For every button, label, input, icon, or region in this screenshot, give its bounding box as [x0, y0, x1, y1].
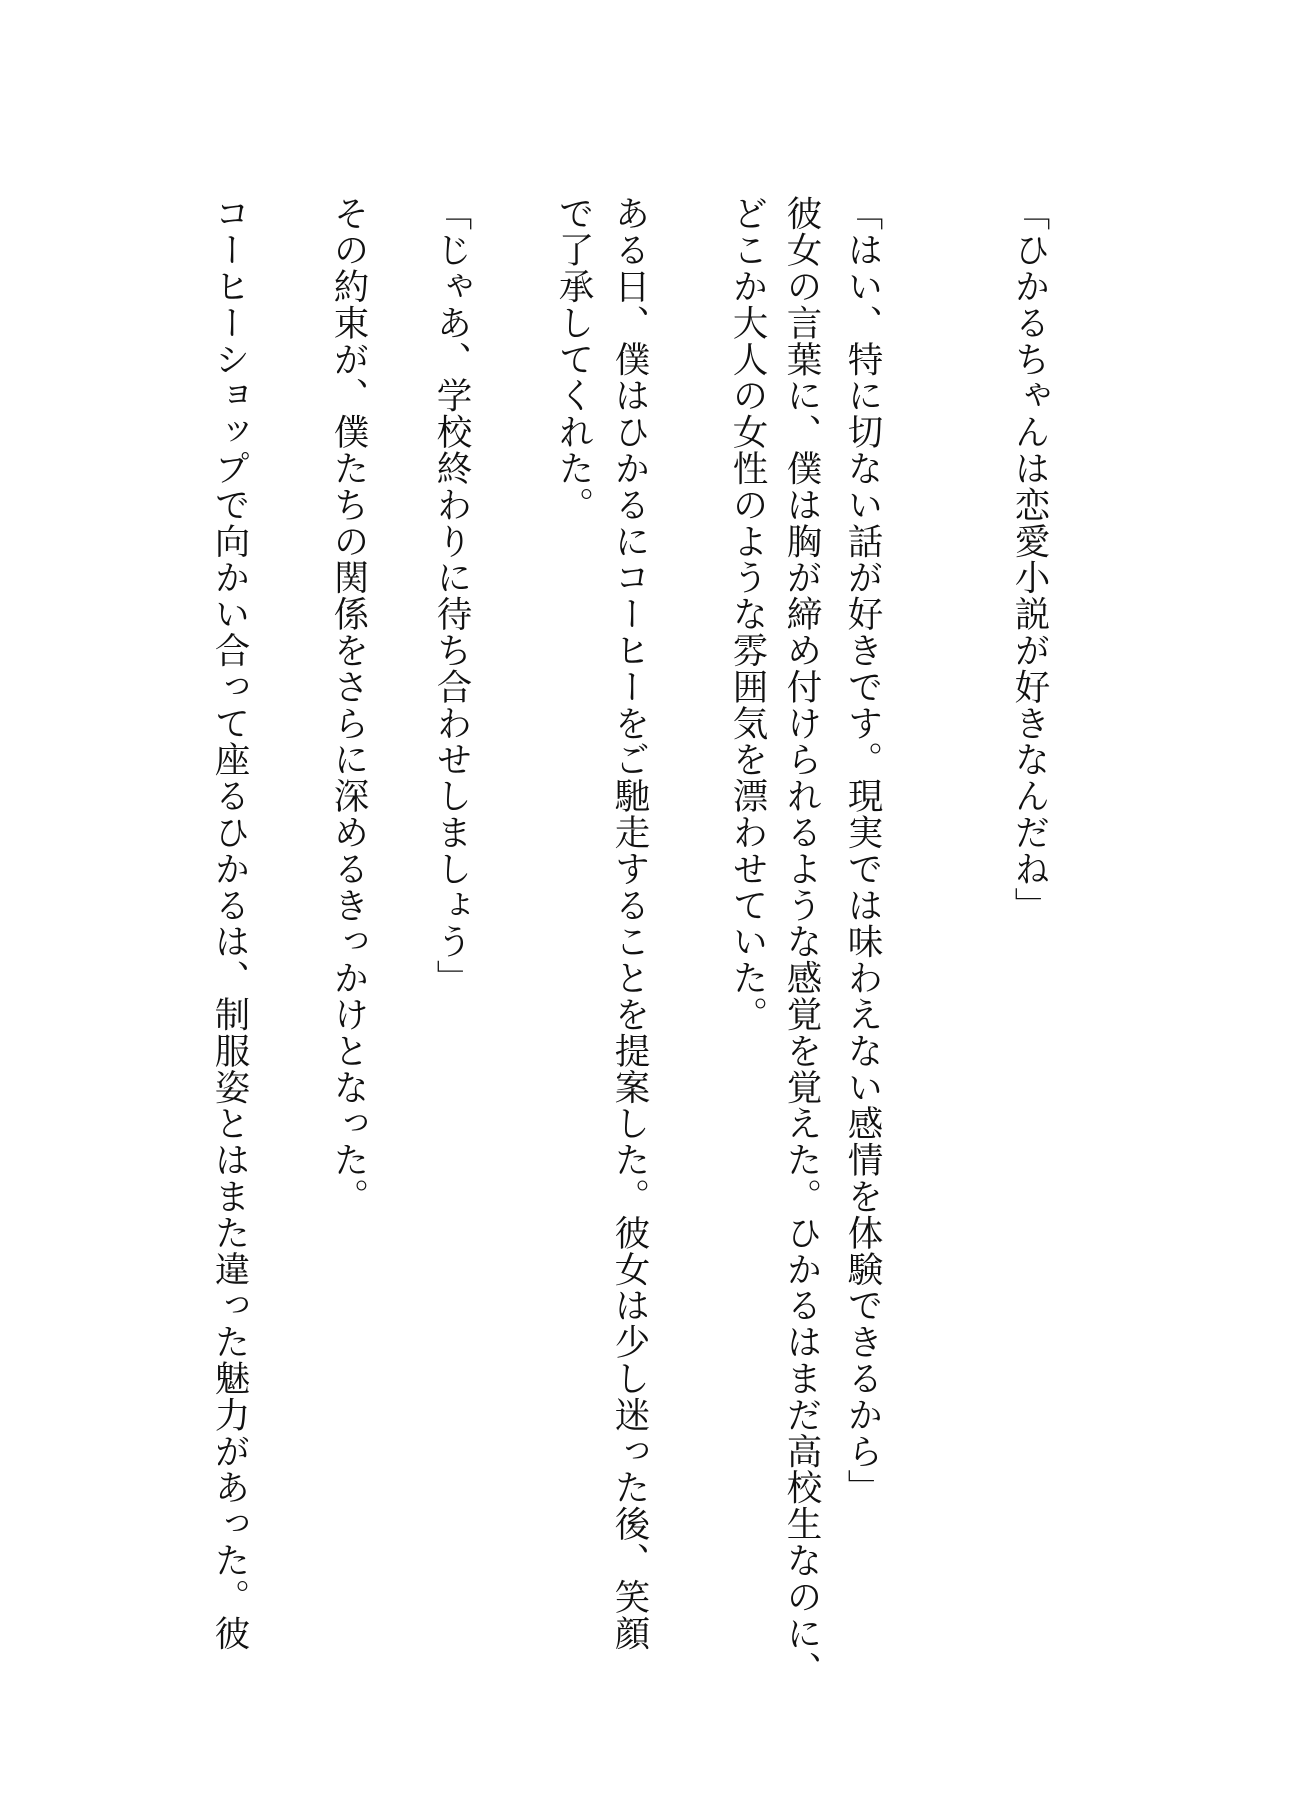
text-line-5: ある日、僕はひかるにコーヒーをご馳走することを提案した。彼女は少し迷った後、笑顔 — [609, 195, 650, 1651]
text-line-3: 彼女の言葉に、僕は胸が締め付けられるような感覚を覚えた。ひかるはまだ高校生なのに、 — [781, 195, 822, 1688]
text-line-1: 「ひかるちゃんは恋愛小説が好きなんだね」 — [1009, 195, 1050, 923]
text-line-8: その約束が、僕たちの関係をさらに深めるきっかけとなった。 — [328, 195, 369, 1215]
text-line-4: どこか大人の女性のような雰囲気を漂わせていた。 — [727, 195, 768, 1033]
text-line-9: コーヒーショップで向かい合って座るひかるは、制服姿とはまた違った魅力があった。彼 — [209, 195, 250, 1651]
text-line-7: 「じゃあ、学校終わりに待ち合わせしましょう」 — [431, 195, 472, 996]
text-line-2: 「はい、特に切ない話が好きです。現実では味わえない感情を体験できるから」 — [842, 195, 883, 1506]
text-line-6: で了承してくれた。 — [553, 195, 594, 523]
